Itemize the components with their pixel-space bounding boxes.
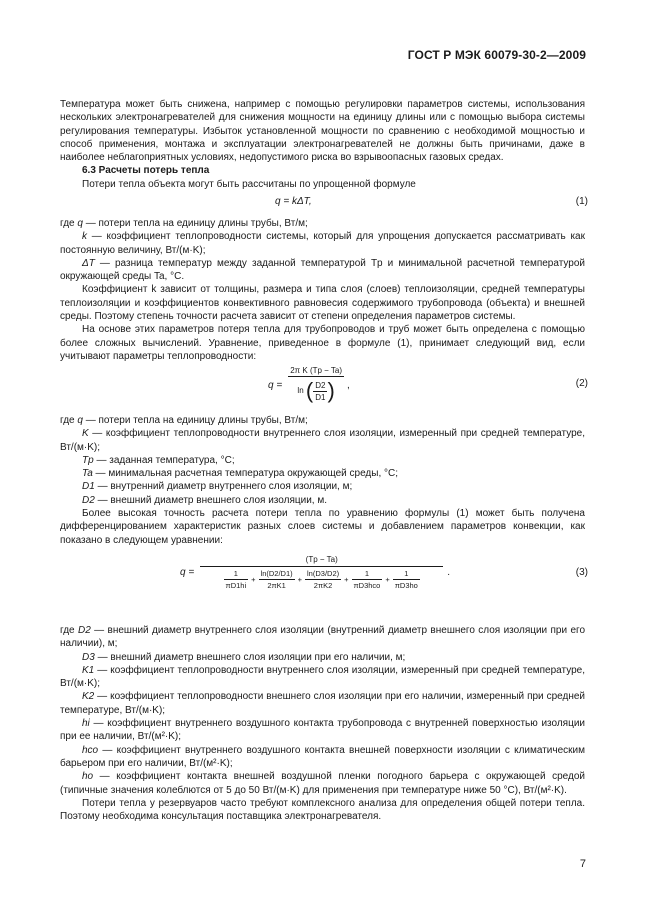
accurate-paragraph: Более высокая точность расчета потери тепла по уравнению формулы (1) может быть получена дифференцированием характеристик разных слоев системы и добавлением параметров конвекции, как показано в следующем уравнении: — [60, 508, 585, 546]
formula-2-number: (2) — [575, 378, 588, 389]
definition-item: D3 — внешний диаметр внешнего слоя изоляции при его наличии, м; — [82, 651, 406, 663]
definition-item: K1 — коэффициент теплопроводности внутреннего слоя изоляции, измеренный при средней температуре, Вт/(м·K); — [60, 664, 585, 690]
formula-1: q = kΔT, — [275, 196, 312, 207]
formula-2-denominator: ln ( $\frac{D2}{D1}$ ) — [297, 378, 335, 403]
definitions-3 — [60, 624, 585, 823]
definition-item: D2 — внешний диаметр внешнего слоя изоляции, м. — [82, 494, 327, 506]
standard-header: ГОСТ Р МЭК 60079-30-2—2009 — [407, 48, 586, 62]
section-title: 6.3 Расчеты потерь тепла — [82, 165, 210, 177]
definition-item: где q — потери тепла на единицу длины трубы, Вт/м; — [60, 415, 308, 426]
definition-item: ΔT — разница температур между заданной температурой Tp и минимальной расчетной температурой окружающей среды Ta, °C. — [60, 257, 585, 283]
intro-paragraph: Температура может быть снижена, например с помощью регулировки параметров системы, использования нескольких электронагревателей для снижения мощности на единицу длины или с помощью выбора системы регулирования температуры. Избыток установленной мощности по сравнению с необходимой мощностью и способ применения, монтажа и эксплуатации электронагревателей не должны быть причинами, даже в наиболее неблагоприятных условиях, недопустимого риска во взрывоопасных газовых средах. — [60, 99, 585, 164]
formula-3: q = (Tp − Ta) $\frac{1}{\pi D1hi}$ + $\frac{\ln(D2/D1)}{2\pi K1}$ + $\frac{\ln(D3/D2)}{2\pi K2}$ + $\frac{1}{\text{πD3hco}}$ + $\frac{1}{\pi D3ho}$ . — [180, 555, 450, 590]
definition-item: D1 — внутренний диаметр внутреннего слоя изоляции, м; — [82, 481, 353, 493]
formula-3-denominator: $\frac{1}{\pi D1hi}$ + $\frac{\ln(D2/D1)}{2\pi K1}$ + $\frac{\ln(D3/D2)}{2\pi K2}$ + $\frac{1}{\text{πD3hco}}$ + $\frac{1}{\pi D3ho}$ — [225, 569, 418, 590]
page-number: 7 — [579, 858, 586, 870]
intro-paragraph-block — [60, 98, 585, 191]
definition-item: K — коэффициент теплопроводности внутреннего слоя изоляции, измеренный при средней температуре, Вт/(м·K); — [60, 428, 585, 453]
formula-3-lhs: q = — [180, 567, 195, 578]
definition-item: hco — коэффициент внутреннего воздушного контакта внешней поверхности изоляции с климатическим барьером при его наличии, Вт/(м²·K); — [60, 744, 585, 769]
definition-item: hi — коэффициент внутреннего воздушного контакта трубопровода с внутренней поверхностью изоляции при ее наличии, Вт/(м²·K); — [60, 718, 585, 743]
definition-item: ho — коэффициент контакта внешней воздушной пленки погодного барьера с окружающей средой (типичные значения колеблются от 5 до 50 Вт/(м·K) для применения при температуре ниже 50 °C), Вт/(м²·K). — [60, 771, 585, 796]
formula-1-number: (1) — [575, 196, 588, 207]
formula-2-numerator: 2π K (Tp − Ta) — [290, 366, 343, 375]
definitions-1 — [60, 217, 585, 363]
definition-item: Ta — минимальная расчетная температура окружающей среды, °C; — [82, 468, 398, 480]
formula-2-lhs: q = — [268, 379, 283, 391]
definition-item: Tp — заданная температура, °C; — [82, 454, 235, 466]
definition-item: K2 — коэффициент теплопроводности внешнего слоя изоляции при его наличии, измеренный при средней температуре, Вт/(м·K); — [60, 691, 585, 716]
formula-3-fraction — [200, 555, 443, 590]
formula-3-number: (3) — [575, 567, 588, 578]
tanks-paragraph: Потери тепла у резервуаров часто требуют комплексного анализа для определения общей потери тепла. Поэтому необходима консультация поставщика электронагревателя. — [60, 797, 585, 823]
formula-2: q = 2π K (Tp − Ta) ln ( $\frac{D2}{D1}$ ) , — [268, 366, 350, 403]
simple-formula-intro: Потери тепла объекта могут быть рассчитаны по упрощенной формуле — [82, 178, 416, 190]
formula-2-fraction — [288, 366, 344, 404]
formula-3-numerator: (Tp − Ta) — [200, 555, 443, 567]
definition-item: где D2 — внешний диаметр внутреннего слоя изоляции (внутренний диаметр внешнего слоя изоляции при его наличии), м; — [60, 625, 586, 650]
definitions-2 — [60, 414, 585, 547]
definition-item: k — коэффициент теплопроводности системы, который для упрощения допускается рассматривать как постоянную величину, Вт/(м·K); — [60, 231, 585, 256]
k-coefficient-paragraph: Коэффициент k зависит от толщины, размера и типа слоя (слоев) теплоизоляции, средней температуры теплоизоляции и коэффициентов конвективного равновесия содержимого трубопровода (объекта) и внешней среды. Поэтому степень точности расчета зависит от степени определения параметров системы. — [60, 284, 585, 323]
definition-item: где q — потери тепла на единицу длины трубы, Вт/м; — [60, 218, 308, 229]
basis-paragraph: На основе этих параметров потеря тепла для трубопроводов и труб может быть определена с помощью более сложных вычислений. Уравнение, приведенное в формуле (1), принимает следующий вид, если учитывают параметры теплопроводности: — [60, 324, 585, 362]
